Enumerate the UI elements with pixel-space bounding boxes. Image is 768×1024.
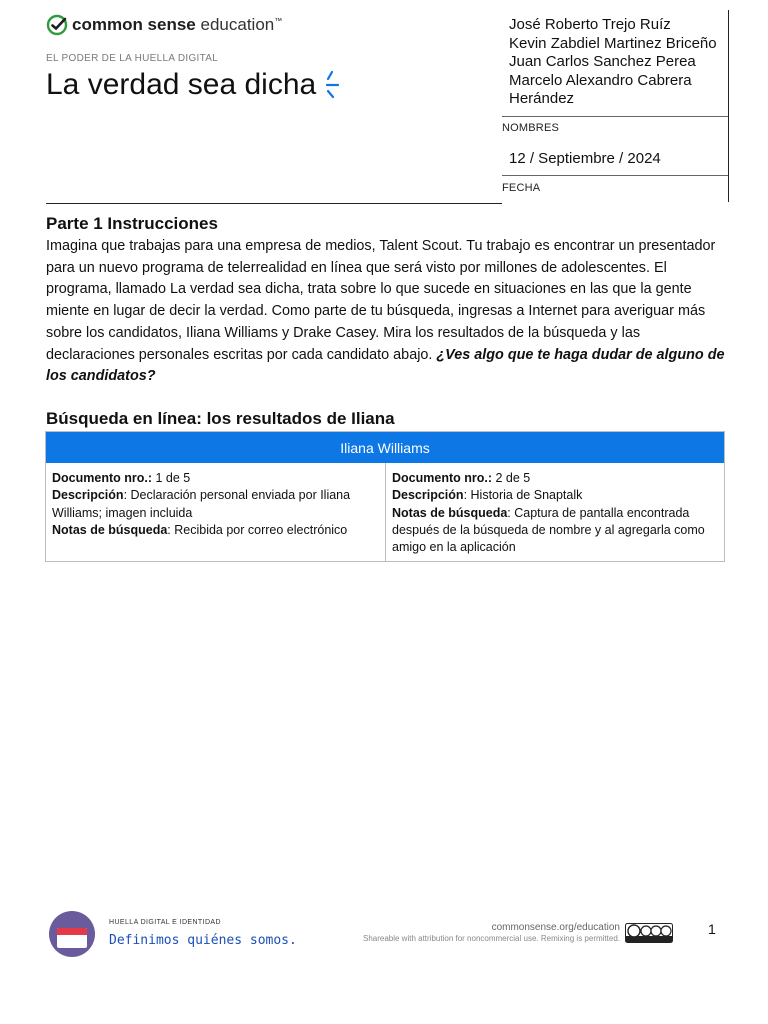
brand-light: education (200, 15, 275, 34)
doc-value: 1 de 5 (152, 471, 191, 485)
footer-license: Shareable with attribution for noncommercial use. Remixing is permitted. (362, 934, 620, 943)
names-label: NOMBRES (502, 122, 560, 134)
doc-label: Documento nro.: (392, 471, 492, 485)
footer-tagline: Definimos quiénes somos. (109, 933, 297, 948)
badge-card-stripe (57, 928, 87, 935)
desc-label: Descripción (392, 488, 464, 503)
student-name: Kevin Zabdiel Martinez Briceño (509, 34, 717, 52)
date-underline (502, 175, 728, 176)
footer-unit-label: HUELLA DIGITAL E IDENTIDAD (109, 919, 221, 926)
footer-url[interactable]: commonsense.org/education (491, 922, 620, 933)
brand-bold: common sense (72, 15, 196, 34)
names-underline (502, 116, 728, 117)
date-field[interactable]: 12 / Septiembre / 2024 (509, 150, 661, 167)
doc-cell-1 (46, 463, 385, 561)
desc-value: : Declaración personal enviada por Iliana Williams; imagen incluida (52, 488, 351, 520)
page-number: 1 (708, 921, 716, 937)
instructions-question: ¿Ves algo que te haga dudar de alguno de los candidatos? (46, 346, 725, 385)
page-title-text: La verdad sea dicha (46, 68, 317, 101)
part1-instructions (46, 236, 726, 388)
header-divider (46, 203, 502, 204)
notes-value: : Recibida por correo electrónico (167, 522, 348, 537)
brand-mark: ™ (274, 16, 283, 26)
table-title: Iliana Williams (46, 432, 724, 463)
brand-wordmark (72, 15, 282, 35)
brand-logo (46, 14, 282, 36)
part1-heading: Parte 1 Instrucciones (46, 214, 218, 233)
student-name: Juan Carlos Sanchez Perea (509, 53, 696, 71)
table-row (46, 463, 724, 561)
checkmark-circle-icon (46, 14, 68, 36)
desc-label: Descripción (52, 488, 124, 503)
student-name: Marcelo Alexandro Cabrera (509, 71, 692, 89)
unit-badge (49, 911, 95, 957)
doc-cell-2 (385, 463, 724, 561)
desc-value: : Historia de Snaptalk (463, 488, 583, 503)
instructions-body: Imagina que trabajas para una empresa de medios, Talent Scout. Tu trabajo es encontrar un presentador para un nuevo programa de telerrealidad en línea que será visto por millones de adolescentes. El programa, llamado La verdad sea dicha, trata sobre lo que sucede en situaciones en las que la gente miente en lugar de decir la verdad. Como parte de tu búsqueda, ingresas a Internet para averiguar más sobre los candidatos, Iliana Williams y Drake Casey. Mira los resultados de la búsqueda y las declaraciones personales escritas por cada candidato abajo. (46, 238, 716, 363)
results-table (45, 431, 725, 562)
date-label: FECHA (502, 182, 541, 194)
sparkle-lines-icon (324, 70, 342, 100)
lesson-kicker: EL PODER DE LA HUELLA DIGITAL (46, 53, 219, 64)
student-name: Herández (509, 90, 575, 108)
notes-value: : Captura de pantalla encontrada después de la búsqueda de nombre y al agregarla como amigo en la aplicación (392, 505, 705, 555)
search-heading: Búsqueda en línea: los resultados de Iliana (46, 409, 395, 428)
student-name: José Roberto Trejo Ruíz (509, 16, 671, 33)
creative-commons-icon (625, 923, 673, 943)
student-info-panel (502, 10, 729, 202)
names-field[interactable] (509, 16, 725, 109)
doc-label: Documento nro.: (52, 471, 152, 485)
doc-value: 2 de 5 (492, 471, 531, 485)
notes-label: Notas de búsqueda (52, 522, 168, 537)
notes-label: Notas de búsqueda (392, 505, 508, 520)
page-title (46, 68, 342, 102)
